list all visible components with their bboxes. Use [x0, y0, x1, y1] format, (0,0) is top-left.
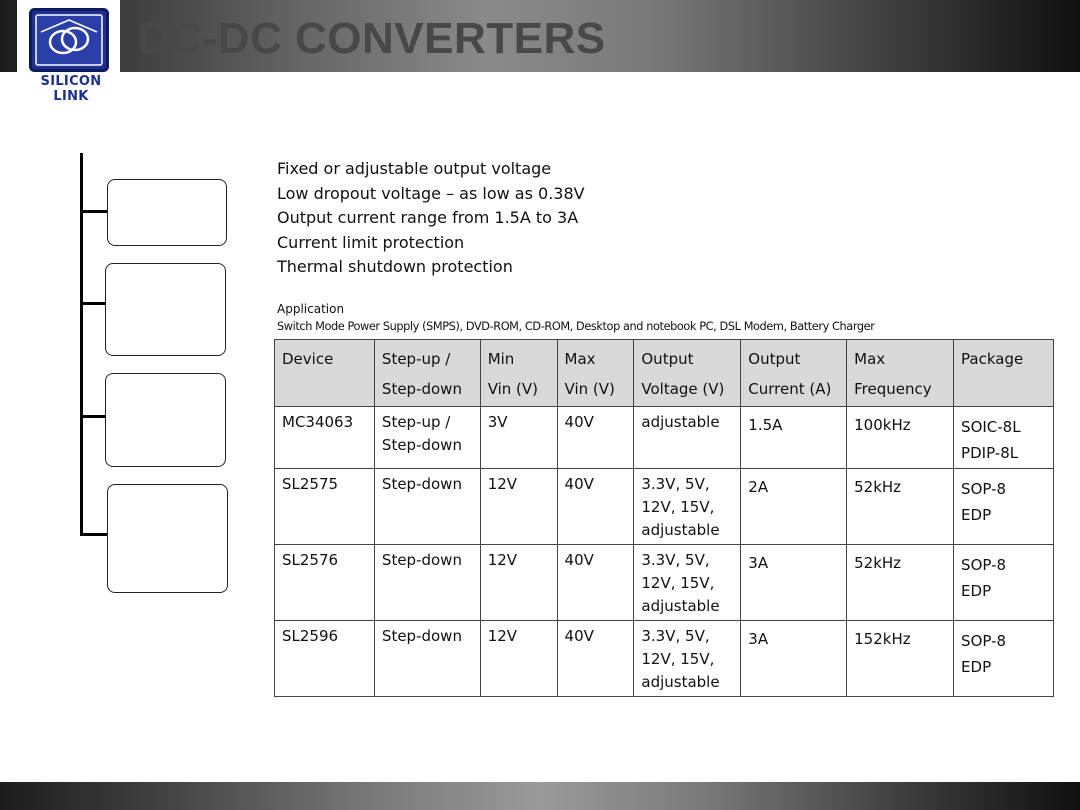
cell-max-vin: 40V — [557, 469, 634, 545]
cell-max-vin: 40V — [557, 545, 634, 621]
column-header-step: Step-up / Step-down — [374, 340, 480, 407]
cell-device: MC34063 — [275, 407, 375, 469]
tree-branch — [80, 533, 108, 536]
application-heading: Application — [277, 302, 345, 316]
page-title: DC-DC CONVERTERS — [138, 14, 606, 63]
cell-max-vin: 40V — [557, 407, 634, 469]
spec-table — [274, 339, 1054, 697]
table-row — [275, 469, 1054, 545]
cell-output-current: 2A — [741, 469, 847, 545]
cell-min-vin: 3V — [480, 407, 557, 469]
cell-package: SOP-8 EDP — [954, 469, 1054, 545]
tree-node-box — [107, 179, 227, 246]
tree-branch — [80, 415, 108, 418]
company-logo — [17, 0, 120, 104]
table-row — [275, 545, 1054, 621]
cell-max-frequency: 152kHz — [847, 621, 954, 697]
application-text: Switch Mode Power Supply (SMPS), DVD-ROM, CD-ROM, Desktop and notebook PC, DSL Modem, Battery Charger — [277, 320, 875, 333]
cell-device: SL2576 — [275, 545, 375, 621]
column-header-device: Device — [275, 340, 375, 407]
cell-min-vin: 12V — [480, 621, 557, 697]
cell-step: Step-up / Step-down — [374, 407, 480, 469]
column-header-output-current: Output Current (A) — [741, 340, 847, 407]
cell-output-voltage: 3.3V, 5V, 12V, 15V, adjustable — [634, 469, 741, 545]
cell-min-vin: 12V — [480, 469, 557, 545]
feature-item: Current limit protection — [277, 232, 465, 252]
feature-item: Thermal shutdown protection — [277, 257, 513, 276]
column-header-output-voltage: Output Voltage (V) — [634, 340, 741, 407]
cell-max-frequency: 52kHz — [847, 545, 954, 621]
logo-text: SILICON LINK — [40, 74, 102, 104]
cell-package: SOP-8 EDP — [954, 621, 1054, 697]
cell-device: SL2596 — [275, 621, 375, 697]
tree-branch — [80, 210, 108, 213]
cell-output-current: 3A — [741, 545, 847, 621]
feature-list — [277, 157, 585, 280]
cell-package: SOIC-8L PDIP-8L — [954, 407, 1054, 469]
cell-max-frequency: 100kHz — [847, 407, 954, 469]
column-header-max-vin: Max Vin (V) — [557, 340, 634, 407]
cell-max-vin: 40V — [557, 621, 634, 697]
feature-item: Output current range from 1.5A to 3A — [277, 208, 579, 227]
silicon-link-logo-icon — [29, 8, 109, 72]
tree-node-box — [107, 484, 228, 593]
cell-min-vin: 12V — [480, 545, 557, 621]
cell-step: Step-down — [374, 469, 480, 545]
cell-output-voltage: 3.3V, 5V, 12V, 15V, adjustable — [634, 621, 741, 697]
cell-package: SOP-8 EDP — [954, 545, 1054, 621]
table-row — [275, 621, 1054, 697]
cell-output-current: 3A — [741, 621, 847, 697]
footer-band — [0, 782, 1080, 810]
tree-node-box — [105, 373, 226, 467]
cell-step: Step-down — [374, 621, 480, 697]
tree-node-box — [105, 263, 226, 356]
cell-output-voltage: 3.3V, 5V, 12V, 15V, adjustable — [634, 545, 741, 621]
table-header-row — [275, 340, 1054, 407]
column-header-min-vin: Min Vin (V) — [480, 340, 557, 407]
cell-step: Step-down — [374, 545, 480, 621]
column-header-package: Package — [954, 340, 1054, 407]
cell-max-frequency: 52kHz — [847, 469, 954, 545]
cell-output-current: 1.5A — [741, 407, 847, 469]
column-header-max-frequency: Max Frequency — [847, 340, 954, 407]
table-row — [275, 407, 1054, 469]
tree-branch — [80, 302, 108, 305]
feature-item: Fixed or adjustable output voltage — [277, 159, 552, 178]
cell-device: SL2575 — [275, 469, 375, 545]
cell-output-voltage: adjustable — [634, 407, 741, 469]
feature-item: Low dropout voltage – as low as 0.38V — [277, 183, 585, 203]
